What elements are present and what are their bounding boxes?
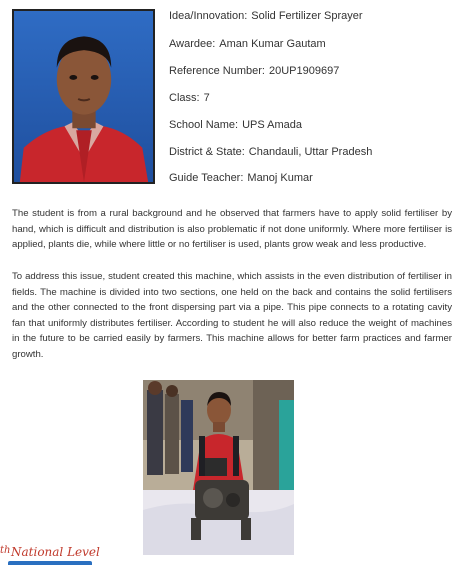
- logo-superscript: th: [0, 545, 11, 556]
- district-row: [169, 146, 372, 159]
- reference-row: [169, 65, 339, 78]
- guide-value: Manoj Kumar: [247, 172, 313, 184]
- logo-title: National Level: [11, 545, 100, 559]
- description-paragraph-1: The student is from a rural background and he observed that farmers have to apply solid fertiliser by hand, which is difficult and distribution is also problematic if not done uniformly. Where more fertiliser is applied, plants die, while where little or no fertiliser is used, plants grow weak and less productive.: [12, 208, 452, 251]
- school-value: UPS Amada: [242, 119, 303, 131]
- logo-banner-bar: [8, 561, 92, 565]
- class-value: 7: [203, 92, 210, 104]
- class-label: Class:: [169, 92, 200, 104]
- school-row: [169, 119, 302, 132]
- idea-row: [169, 10, 363, 23]
- description-paragraph-2: To address this issue, student created this machine, which assists in the even distribution of fertiliser in fields. The machine is divided into two sections, one held on the back and contains the solid fertilisers and the other connected to the front dispersing part via a pipe. This pipe connects to a rotating cavity fan that uniformly distributes fertiliser. According to student he will also reduce the weight of machines in the future to be carried easily by farmers. This machine allows for better farm practices and farmer growth.: [12, 271, 452, 360]
- class-row: [169, 92, 210, 105]
- reference-value: 20UP1909697: [269, 65, 340, 77]
- idea-label: Idea/Innovation:: [169, 10, 248, 22]
- school-label: School Name:: [169, 119, 239, 131]
- project-photo: [143, 380, 294, 555]
- district-label: District & State:: [169, 146, 245, 158]
- exhibition-logo: [0, 543, 120, 565]
- idea-value: Solid Fertilizer Sprayer: [251, 10, 363, 22]
- awardee-value: Aman Kumar Gautam: [219, 38, 326, 50]
- guide-label: Guide Teacher:: [169, 172, 244, 184]
- awardee-row: [169, 38, 326, 51]
- awardee-label: Awardee:: [169, 38, 216, 50]
- student-portrait: [12, 9, 155, 184]
- district-value: Chandauli, Uttar Pradesh: [248, 146, 373, 158]
- reference-label: Reference Number:: [169, 65, 265, 77]
- guide-row: [169, 172, 313, 185]
